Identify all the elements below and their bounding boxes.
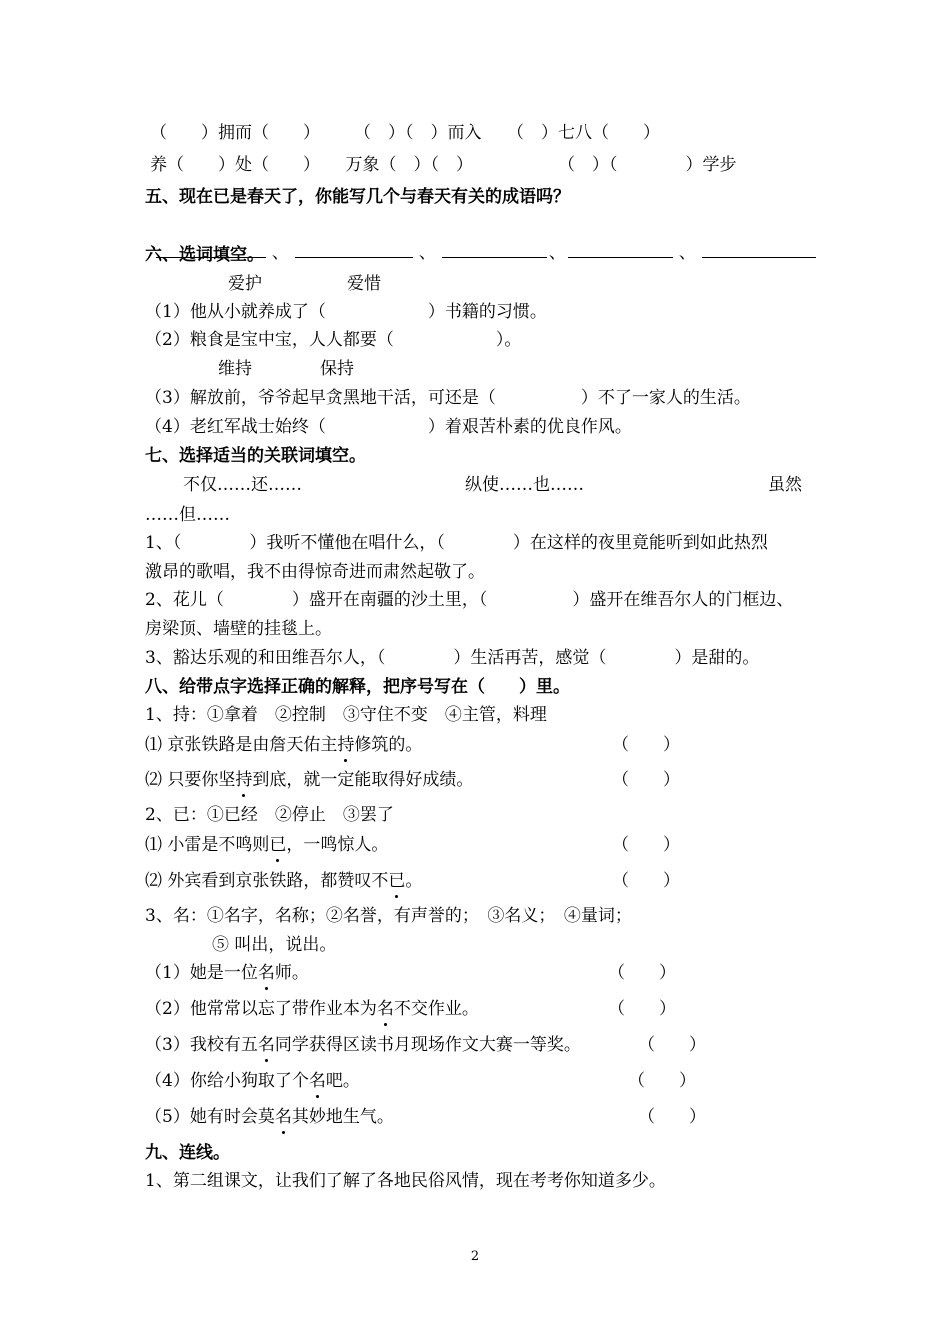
answer-paren[interactable]: （ ） [612, 735, 680, 755]
separator: 、 [418, 243, 436, 263]
dotted-char: 名 [376, 999, 394, 1019]
dotted-char: 名 [257, 963, 275, 983]
question-8-3-4: （4）你给小狗取了个名吧。 [145, 1071, 360, 1091]
dotted-char: 名 [257, 1035, 275, 1055]
separator: 、 [678, 243, 696, 263]
question-8-1-2: ⑵ 只要你坚持到底，就一定能取得好成绩。 [145, 770, 474, 790]
answer-paren[interactable]: （ ） [638, 1035, 706, 1055]
idiom-line-1: （ ）拥而（ ） （ ）（ ）而入 （ ）七八（ ） [150, 123, 660, 143]
dotted-char: 持 [235, 770, 253, 790]
group-1-definitions: 1、持：①拿着 ②控制 ③守住不变 ④主管，料理 [145, 705, 547, 725]
section-9-heading: 九、连线。 [145, 1143, 230, 1163]
question-6-2: （2）粮食是宝中宝，人人都要（ ）。 [145, 330, 522, 350]
answer-blank-4[interactable] [568, 241, 673, 258]
word-choices-6a: 爱护 爱惜 [228, 274, 381, 294]
dotted-char: 名 [274, 1107, 292, 1127]
dotted-char: 名 [308, 1071, 326, 1091]
answer-paren[interactable]: （ ） [608, 963, 676, 983]
answer-paren[interactable]: （ ） [612, 770, 680, 790]
question-7-2b: 房梁顶、墙壁的挂毯上。 [145, 619, 332, 639]
question-7-3: 3、豁达乐观的和田维吾尔人，（ ）生活再苦，感觉（ ）是甜的。 [145, 648, 760, 668]
question-8-3-5: （5）她有时会莫名其妙地生气。 [145, 1107, 394, 1127]
answer-paren[interactable]: （ ） [612, 835, 680, 855]
answer-paren[interactable]: （ ） [612, 871, 680, 891]
conjunction-1: 不仅……还…… [183, 475, 302, 495]
question-8-2-2: ⑵ 外宾看到京张铁路，都赞叹不已。 [145, 871, 423, 891]
page-number: 2 [470, 1249, 480, 1264]
answer-paren[interactable]: （ ） [638, 1107, 706, 1127]
separator: 、 [548, 243, 566, 263]
question-7-2a: 2、花儿（ ）盛开在南疆的沙土里，（ ）盛开在维吾尔人的门框边、 [145, 590, 794, 610]
section-7-heading: 七、选择适当的关联词填空。 [145, 446, 366, 466]
question-6-1: （1）他从小就养成了（ ）书籍的习惯。 [145, 302, 547, 322]
answer-blank-2[interactable] [295, 241, 413, 258]
group-3-definitions: 3、名：①名字，名称；②名誉，有声誉的； ③名义； ④量词； [145, 906, 632, 926]
group-2-definitions: 2、已：①已经 ②停止 ③罢了 [145, 805, 394, 825]
question-8-1-1: ⑴ 京张铁路是由詹天佑主持修筑的。 [145, 735, 423, 755]
section-8-heading: 八、给带点字选择正确的解释，把序号写在（ ）里。 [145, 677, 570, 697]
question-6-3: （3）解放前，爷爷起早贪黑地干活，可还是（ ）不了一家人的生活。 [145, 388, 751, 408]
section-5-heading: 五、现在已是春天了，你能写几个与春天有关的成语吗？ [145, 187, 570, 207]
answer-blank-5[interactable] [702, 241, 816, 258]
group-3-definitions-cont: ⑤ 叫出，说出。 [212, 935, 337, 955]
dotted-char: 已 [388, 871, 406, 891]
answer-paren[interactable]: （ ） [628, 1071, 696, 1091]
question-7-1b: 激昂的歌唱，我不由得惊奇进而肃然起敬了。 [145, 562, 485, 582]
dotted-char: 已 [269, 835, 287, 855]
question-8-2-1: ⑴ 小雷是不鸣则已，一鸣惊人。 [145, 835, 389, 855]
question-8-3-1: （1）她是一位名师。 [145, 963, 309, 983]
conjunction-3a: 虽然 [768, 475, 802, 495]
conjunction-2: 纵使……也…… [465, 475, 584, 495]
conjunction-3b: ……但…… [145, 505, 230, 525]
question-7-1a: 1、（ ）我听不懂他在唱什么，（ ）在这样的夜里竟能听到如此热烈 [145, 533, 768, 553]
separator: 、 [271, 243, 289, 263]
idiom-line-2: 养（ ）处（ ） 万象（ ）（ ） （ ）（ ）学步 [150, 155, 737, 175]
answer-paren[interactable]: （ ） [608, 999, 676, 1019]
question-6-4: （4）老红军战士始终（ ）着艰苦朴素的优良作风。 [145, 417, 632, 437]
question-8-3-2: （2）他常常以忘了带作业本为名不交作业。 [145, 999, 479, 1019]
question-9-1: 1、第二组课文，让我们了解了各地民俗风情，现在考考你知道多少。 [145, 1171, 666, 1191]
dotted-char: 持 [337, 735, 355, 755]
word-choices-6b: 维持 保持 [218, 359, 354, 379]
answer-blank-3[interactable] [442, 241, 547, 258]
question-8-3-3: （3）我校有五名同学获得区读书月现场作文大赛一等奖。 [145, 1035, 581, 1055]
section-6-heading: 六、选词填空。 [145, 245, 264, 265]
